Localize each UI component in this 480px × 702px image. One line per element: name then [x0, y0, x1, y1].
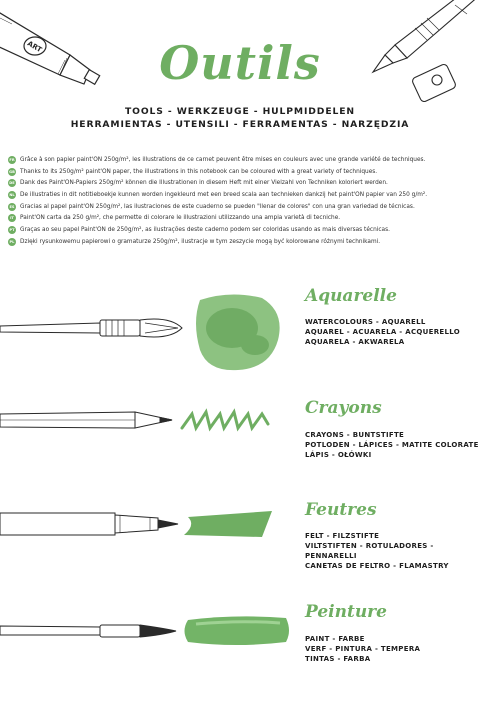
language-badge: DE — [9, 181, 15, 186]
section-title-crayons: Crayons — [305, 398, 382, 418]
tube-logo: ART — [25, 39, 44, 55]
section-title-aquarelle: Aquarelle — [305, 286, 397, 306]
section-list-aquarelle: WATERCOLOURS - AQUARELL AQUAREL - ACUARELA - ACQUERELLO AQUARELA - AKWARELA — [305, 318, 461, 346]
language-row — [8, 154, 478, 166]
language-row — [8, 236, 478, 248]
pencil-illustration — [0, 400, 300, 440]
language-row — [8, 189, 478, 201]
language-row — [8, 212, 478, 224]
language-list — [8, 154, 478, 248]
language-text: Thanks to its 250g/m² paint'ON paper, the illustrations in this notebook can be coloured with a great variety of techniques. — [20, 168, 378, 175]
language-badge: PL — [9, 239, 15, 244]
language-text: De illustraties in dit notitieboekje kunnen worden ingekleurd met een breed scala aan technieken dankzij het paint'ON papier van 250 g/m². — [20, 191, 428, 198]
brush-illustration — [0, 290, 300, 380]
language-badge: IT — [8, 214, 16, 222]
language-text: Graças ao seu papel Paint'ON de 250g/m², as ilustrações deste caderno podem ser coloridas usando as mais diversas técnicas. — [20, 226, 390, 233]
paint-brush-illustration — [0, 610, 300, 650]
felt-pen-illustration — [0, 505, 300, 545]
language-badge: ES — [9, 204, 15, 209]
section-list-peinture: PAINT - FARBE VERF - PINTURA - TEMPERA TINTAS - FARBA — [305, 635, 421, 663]
language-row — [8, 177, 478, 189]
language-badge: GB — [9, 169, 15, 174]
language-row — [8, 201, 478, 213]
section-title-feutres: Feutres — [305, 500, 377, 520]
language-text: Gracias al papel paint'ON 250g/m², las ilustraciones de este cuaderno se pueden "llenar de colores" con una gran variedad de técnicas. — [20, 203, 415, 210]
language-text: Dank des Paint'ON-Papiers 250g/m² können die Illustrationen in diesem Heft mit einer Vielzahl von Techniken koloriert werden. — [20, 180, 388, 187]
language-text: Dzięki rysunkowemu papierowi o gramaturze 250g/m², ilustracje w tym zeszycie mogą być kolorowane różnymi technikami. — [20, 238, 381, 245]
language-badge: PT — [9, 227, 15, 232]
language-text: Paint'ON carta da 250 g/m², che permette di colorare le illustrazioni utilizzando una ampia varietà di tecniche. — [20, 215, 341, 222]
language-row — [8, 224, 478, 236]
page-title: Outils — [159, 36, 321, 90]
section-list-crayons: CRAYONS - BUNTSTIFTE POTLODEN - LÁPICES - MATITE COLORATE LÁPIS - OŁÓWKI — [305, 431, 479, 459]
language-badge: NL — [9, 192, 15, 197]
section-list-feutres: FELT - FILZSTIFTE VILTSTIFTEN - ROTULADORES - PENNARELLI CANETAS DE FELTRO - FLAMASTRY — [305, 532, 449, 570]
language-text: Grâce à son papier paint'ON 250g/m², les illustrations de ce carnet peuvent être mises en couleurs avec une grande variété de techniques. — [20, 156, 426, 163]
subtitle-line-2: HERRAMIENTAS - UTENSILI - FERRAMENTAS - NARZĘDZIA — [70, 119, 410, 130]
language-row — [8, 166, 478, 178]
language-badge: FR — [9, 157, 15, 162]
subtitle-line-1: TOOLS - WERKZEUGE - HULPMIDDELEN — [124, 106, 356, 117]
section-title-peinture: Peinture — [305, 602, 387, 622]
